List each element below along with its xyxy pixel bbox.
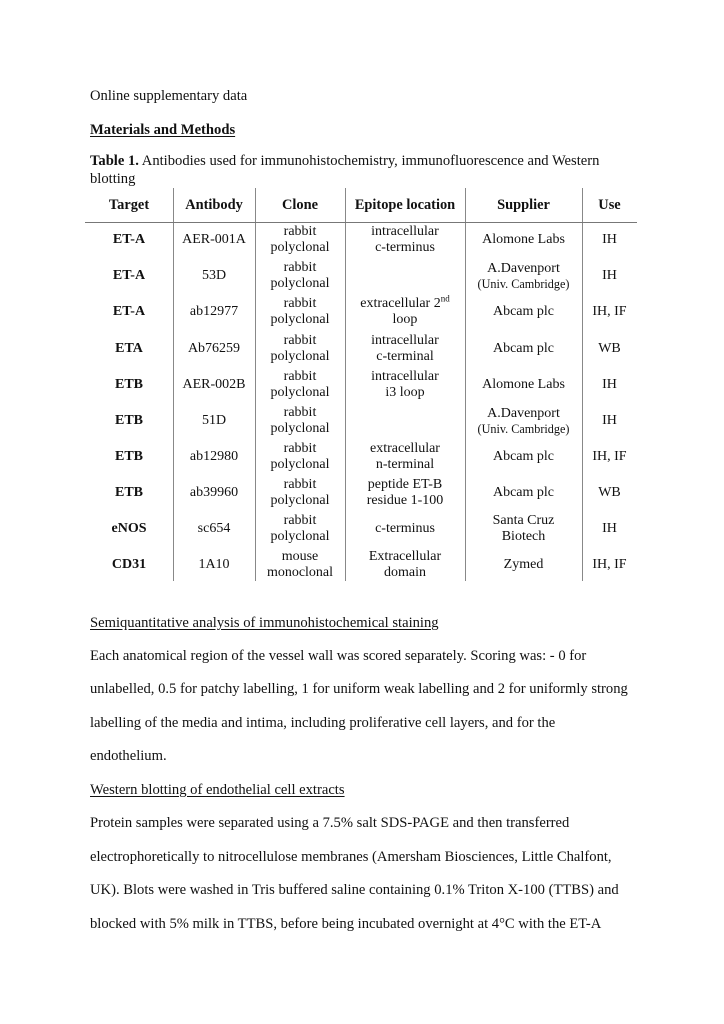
cell-text: 51D	[201, 413, 227, 428]
column-header-epitope: Epitope location	[354, 196, 456, 213]
cell-antibody	[173, 549, 255, 581]
cell-antibody	[173, 405, 255, 437]
cell-text: ab12980	[189, 449, 239, 464]
cell-text	[360, 293, 450, 312]
cell-text: ETB	[114, 413, 143, 428]
cell-text: IH	[602, 377, 617, 392]
cell-clone	[255, 441, 345, 473]
cell-text: polyclonal	[270, 493, 330, 508]
cell-text: polyclonal	[270, 529, 330, 544]
cell-clone	[255, 369, 345, 401]
cell-text: (Univ. Cambridge)	[477, 276, 570, 291]
header-rule	[85, 222, 637, 223]
cell-text: AER-002B	[182, 377, 246, 392]
cell-text: 1A10	[198, 557, 230, 572]
cell-clone	[255, 549, 345, 581]
cell-supplier	[465, 441, 582, 473]
cell-text: IH, IF	[592, 557, 627, 572]
western-heading: Western blotting of endothelial cell extracts	[90, 782, 345, 798]
western-line: Protein samples were separated using a 7.5% salt SDS-PAGE and then transferred	[90, 815, 570, 831]
cell-clone	[255, 477, 345, 509]
cell-text: rabbit	[283, 513, 317, 528]
cell-use	[582, 333, 637, 365]
cell-text: rabbit	[283, 477, 317, 492]
cell-clone	[255, 224, 345, 256]
cell-text: c-terminus	[375, 240, 435, 255]
table-caption	[90, 152, 630, 188]
cell-text: Abcam plc	[492, 341, 555, 356]
cell-text: 53D	[201, 268, 227, 283]
cell-text: Ab76259	[187, 341, 241, 356]
semiquant-heading: Semiquantitative analysis of immunohistochemical staining	[90, 615, 439, 631]
cell-text: peptide ET-B	[367, 477, 443, 492]
cell-text: rabbit	[283, 296, 317, 311]
cell-text: polyclonal	[270, 276, 330, 291]
cell-text: monoclonal	[266, 565, 334, 580]
cell-text: intracellular	[371, 333, 439, 348]
column-header-target: Target	[108, 196, 150, 213]
cell-epitope	[345, 405, 465, 437]
cell-target	[85, 260, 173, 292]
cell-text: WB	[598, 341, 621, 356]
cell-use	[582, 296, 637, 328]
cell-text: polyclonal	[270, 421, 330, 436]
column-header-use: Use	[598, 196, 621, 213]
cell-target	[85, 405, 173, 437]
cell-supplier	[465, 477, 582, 509]
cell-text: CD31	[111, 557, 147, 572]
superscript: nd	[440, 293, 450, 304]
cell-text: ab39960	[189, 485, 239, 500]
cell-text: IH	[602, 232, 617, 247]
cell-text: rabbit	[283, 405, 317, 420]
cell-supplier	[465, 549, 582, 581]
cell-clone	[255, 333, 345, 365]
cell-text: A.Davenport	[487, 260, 560, 276]
antibody-table	[85, 188, 637, 581]
cell-text: ETA	[115, 341, 143, 356]
cell-text: rabbit	[283, 260, 317, 275]
cell-text: polyclonal	[270, 240, 330, 255]
western-line: electrophoretically to nitrocellulose membranes (Amersham Biosciences, Little Chalfont,	[90, 849, 612, 865]
cell-antibody	[173, 224, 255, 256]
cell-antibody	[173, 477, 255, 509]
cell-use	[582, 369, 637, 401]
cell-epitope	[345, 224, 465, 256]
cell-text: Alomone Labs	[482, 232, 565, 247]
cell-text: AER-001A	[182, 232, 246, 247]
cell-text: domain	[384, 565, 426, 580]
cell-text: c-terminus	[375, 521, 435, 536]
cell-text: rabbit	[283, 441, 317, 456]
cell-use	[582, 549, 637, 581]
semiquant-line: endothelium.	[90, 748, 167, 764]
cell-supplier	[465, 224, 582, 256]
column-header-antibody: Antibody	[185, 196, 243, 213]
table-row	[85, 477, 637, 509]
cell-target	[85, 333, 173, 365]
table-caption-label: Table 1.	[90, 153, 139, 169]
cell-target	[85, 369, 173, 401]
cell-text: Abcam plc	[492, 485, 555, 500]
cell-text: intracellular	[371, 369, 439, 384]
cell-epitope	[345, 260, 465, 292]
cell-text: ET-A	[112, 304, 146, 319]
semiquant-line: labelling of the media and intima, including proliferative cell layers, and for the	[90, 715, 556, 731]
cell-text: ET-A	[112, 268, 146, 283]
cell-epitope	[345, 293, 465, 328]
cell-antibody	[173, 296, 255, 328]
cell-text: extracellular	[370, 441, 440, 456]
cell-text: ETB	[114, 449, 143, 464]
column-header-clone: Clone	[282, 196, 318, 213]
cell-use	[582, 513, 637, 545]
cell-text: Extracellular	[368, 549, 442, 564]
cell-supplier	[465, 260, 582, 292]
semiquant-line: unlabelled, 0.5 for patchy labelling, 1 for uniform weak labelling and 2 for uniformly strong	[90, 681, 628, 697]
cell-supplier	[465, 513, 582, 545]
cell-epitope	[345, 513, 465, 545]
cell-use	[582, 405, 637, 437]
cell-text: IH	[602, 268, 617, 283]
cell-text: Abcam plc	[492, 449, 555, 464]
cell-use	[582, 477, 637, 509]
table-row	[85, 405, 637, 437]
cell-epitope	[345, 441, 465, 473]
cell-text: ETB	[114, 377, 143, 392]
cell-epitope	[345, 333, 465, 365]
cell-text: Abcam plc	[492, 304, 555, 319]
column-header-supplier: Supplier	[497, 196, 550, 213]
table-row	[85, 260, 637, 292]
cell-supplier	[465, 369, 582, 401]
cell-text: IH, IF	[592, 449, 627, 464]
cell-text: sc654	[197, 521, 231, 536]
cell-clone	[255, 405, 345, 437]
cell-clone	[255, 296, 345, 328]
cell-clone	[255, 513, 345, 545]
cell-text: (Univ. Cambridge)	[477, 421, 570, 436]
table-row	[85, 333, 637, 365]
cell-text: i3 loop	[385, 385, 425, 400]
cell-text: polyclonal	[270, 312, 330, 327]
cell-antibody	[173, 260, 255, 292]
cell-target	[85, 441, 173, 473]
table-row	[85, 441, 637, 473]
western-line: blocked with 5% milk in TTBS, before being incubated overnight at 4°C with the ET-A	[90, 916, 602, 932]
table-row	[85, 293, 637, 328]
cell-text: polyclonal	[270, 385, 330, 400]
cell-text: ETB	[114, 485, 143, 500]
cell-target	[85, 513, 173, 545]
table-row	[85, 369, 637, 401]
cell-text: residue 1-100	[366, 493, 444, 508]
western-line: UK). Blots were washed in Tris buffered saline containing 0.1% Triton X-100 (TTBS) and	[90, 882, 619, 898]
cell-text: WB	[598, 485, 621, 500]
cell-text: ET-A	[112, 232, 146, 247]
cell-target	[85, 224, 173, 256]
cell-text: intracellular	[371, 224, 439, 239]
cell-text: ab12977	[189, 304, 239, 319]
cell-text: eNOS	[111, 521, 147, 536]
table-row	[85, 549, 637, 581]
table-caption-text: Antibodies used for immunohistochemistry, immunofluorescence and Western blotting	[90, 153, 600, 187]
cell-text: IH	[602, 521, 617, 536]
cell-text: Biotech	[501, 529, 546, 544]
cell-text: rabbit	[283, 333, 317, 348]
cell-supplier	[465, 333, 582, 365]
section-heading: Materials and Methods	[90, 122, 236, 138]
cell-text: loop	[392, 312, 418, 327]
cell-text: IH	[602, 413, 617, 428]
cell-use	[582, 441, 637, 473]
cell-text: mouse	[281, 549, 319, 564]
cell-supplier	[465, 405, 582, 437]
cell-antibody	[173, 369, 255, 401]
cell-text: extracellular 2	[360, 296, 441, 311]
cell-target	[85, 549, 173, 581]
cell-text: n-terminal	[375, 457, 435, 472]
cell-text: polyclonal	[270, 349, 330, 364]
cell-text: Zymed	[503, 557, 544, 572]
cell-epitope	[345, 549, 465, 581]
table-row	[85, 513, 637, 545]
cell-antibody	[173, 333, 255, 365]
cell-antibody	[173, 441, 255, 473]
cell-use	[582, 260, 637, 292]
cell-text: A.Davenport	[487, 405, 560, 421]
cell-text: c-terminal	[376, 349, 434, 364]
document-title: Online supplementary data	[90, 88, 248, 104]
cell-clone	[255, 260, 345, 292]
cell-use	[582, 224, 637, 256]
cell-text: rabbit	[283, 224, 317, 239]
cell-text: polyclonal	[270, 457, 330, 472]
cell-antibody	[173, 513, 255, 545]
cell-target	[85, 296, 173, 328]
cell-text: Santa Cruz	[492, 513, 555, 528]
cell-epitope	[345, 369, 465, 401]
cell-text: Alomone Labs	[482, 377, 565, 392]
cell-text: rabbit	[283, 369, 317, 384]
cell-text: IH, IF	[592, 304, 627, 319]
table-row	[85, 224, 637, 256]
semiquant-line: Each anatomical region of the vessel wall was scored separately. Scoring was: - 0 for	[90, 648, 587, 664]
cell-epitope	[345, 477, 465, 509]
cell-target	[85, 477, 173, 509]
cell-supplier	[465, 296, 582, 328]
